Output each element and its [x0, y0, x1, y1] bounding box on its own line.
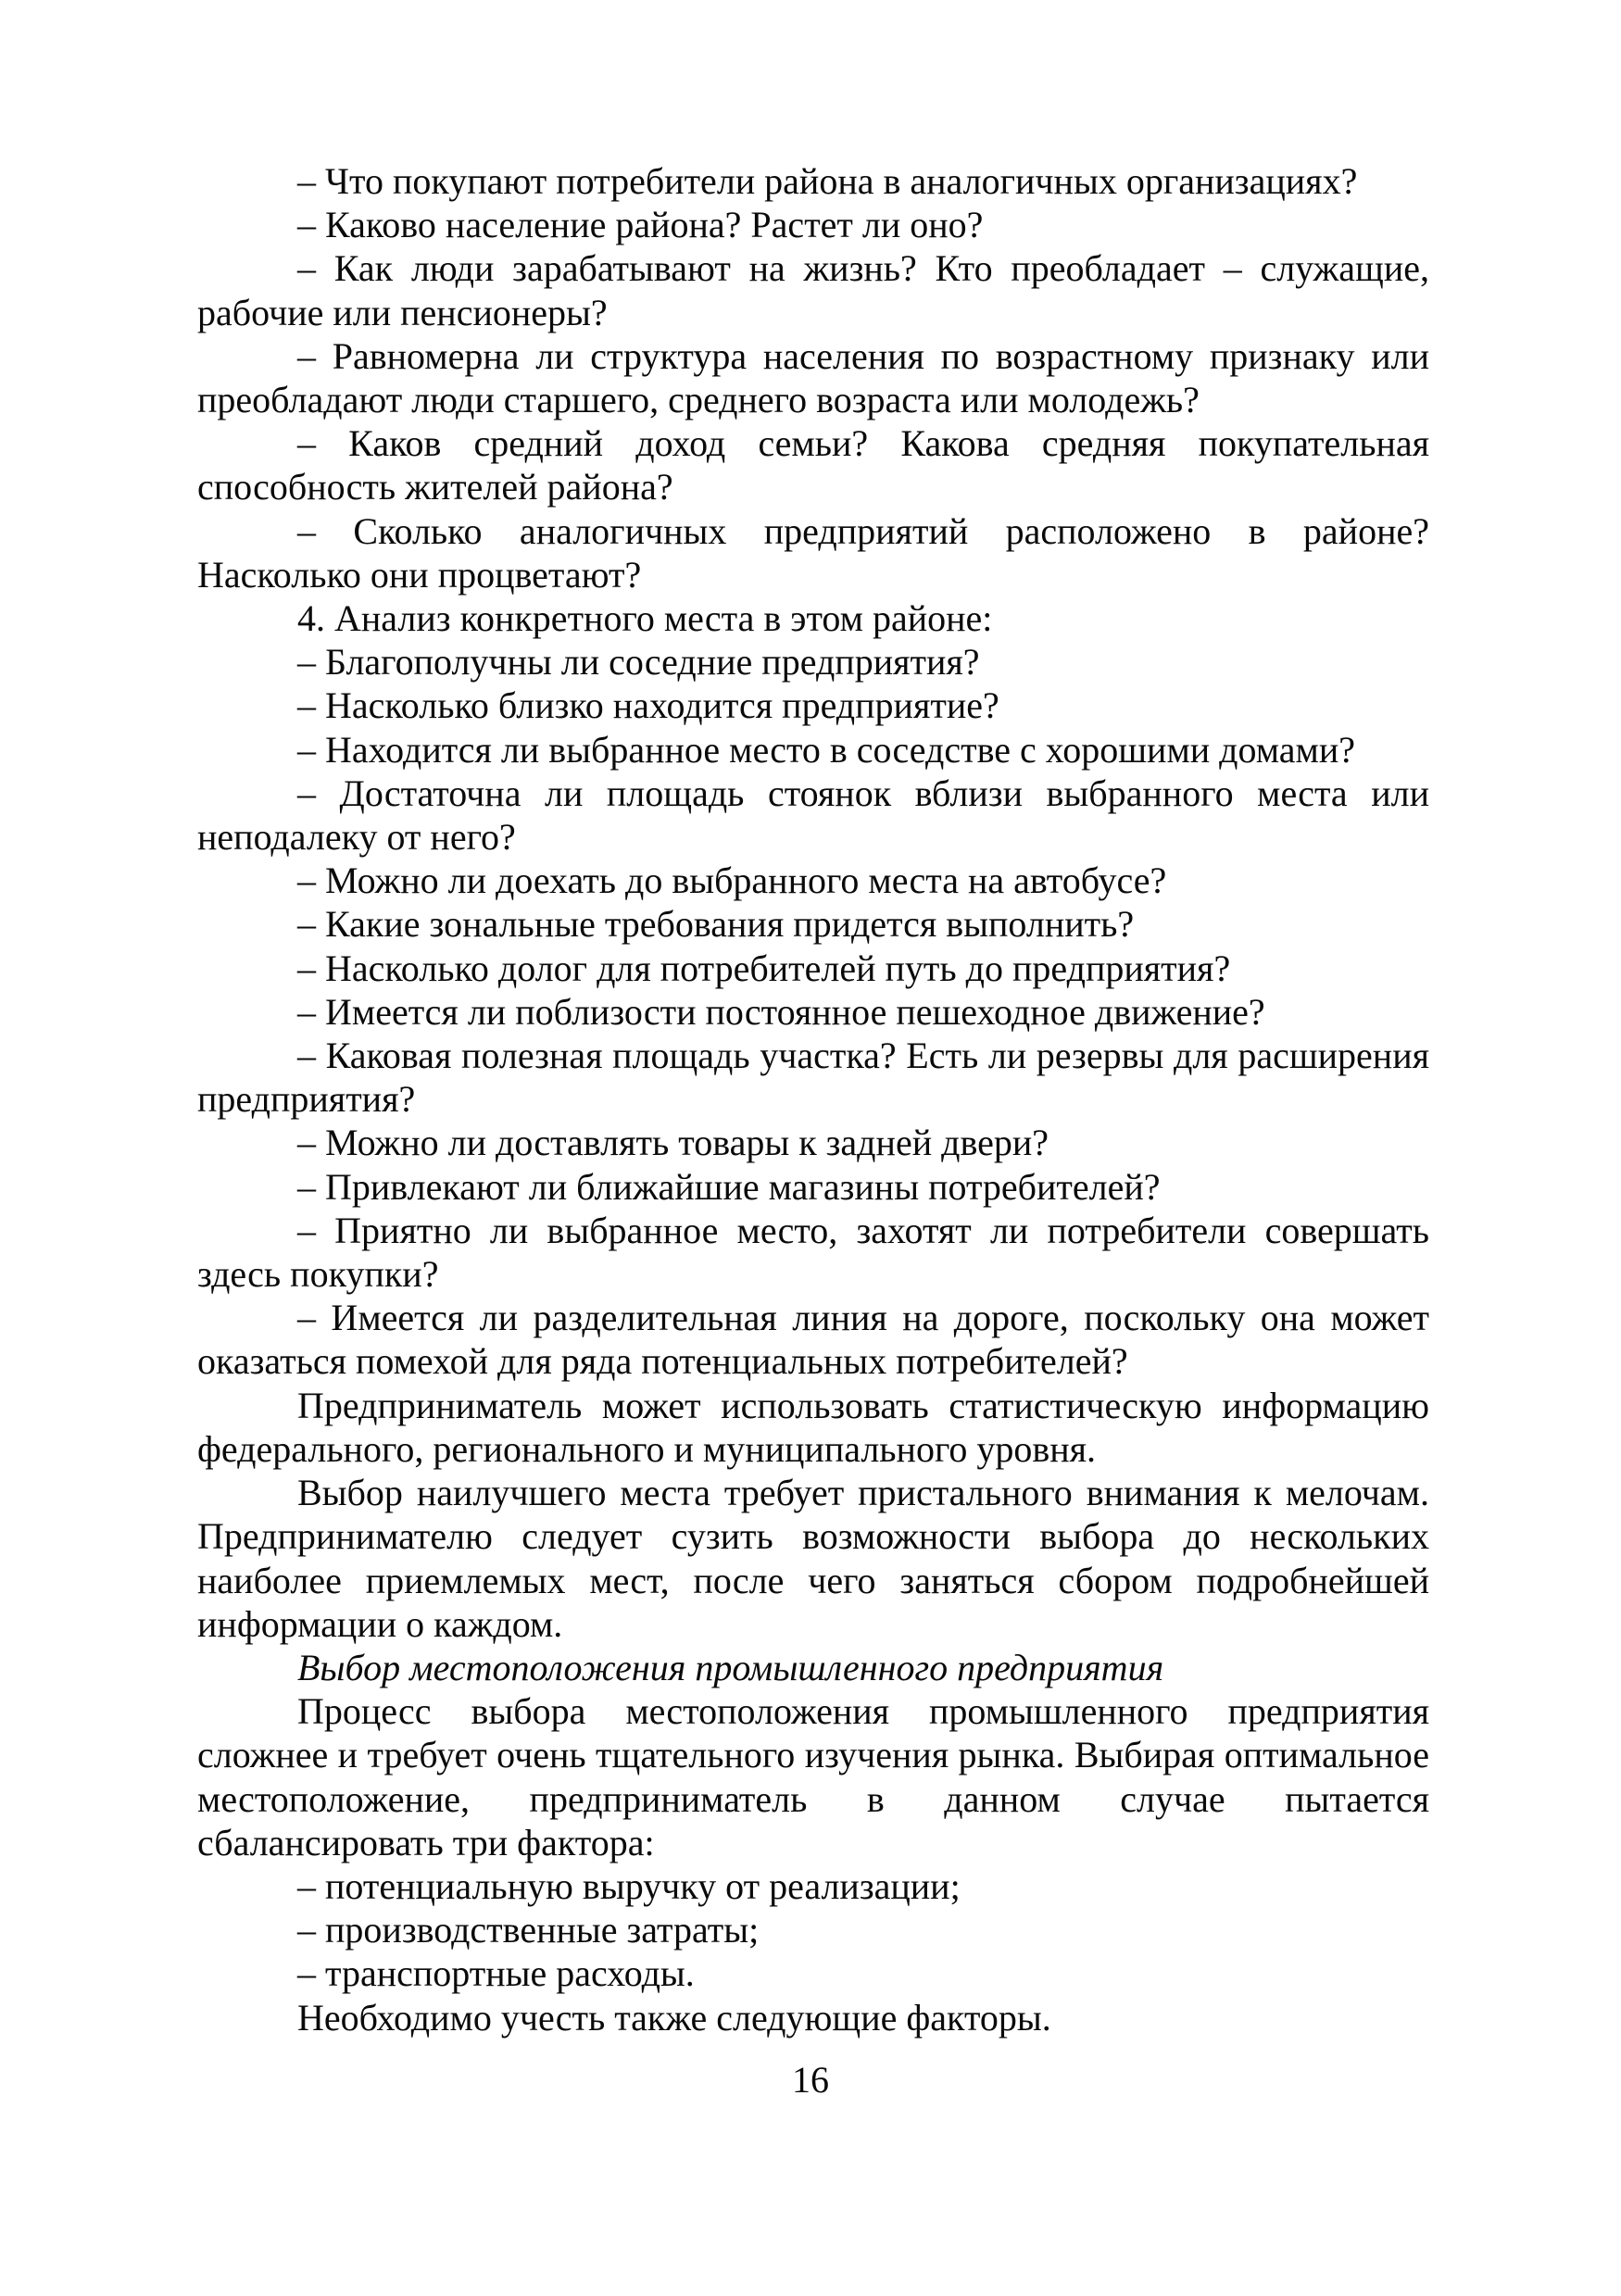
paragraph: – Насколько долог для потребителей путь до предприятия? — [297, 947, 1231, 989]
paragraph: – Имеется ли поблизости постоянное пешеходное движение? — [297, 990, 1265, 1033]
paragraph: – Приятно ли выбранное место, захотят ли потребители совершать здесь покупки? — [197, 1209, 1429, 1296]
paragraph: – Находится ли выбранное место в соседстве с хорошими домами? — [297, 728, 1356, 771]
paragraph: – транспортные расходы. — [297, 1952, 695, 1995]
paragraph: – Сколько аналогичных предприятий расположено в районе? Насколько они процветают? — [197, 509, 1429, 596]
paragraph: 4. Анализ конкретного места в этом районе: — [297, 597, 993, 640]
paragraph: – Какие зональные требования придется выполнить? — [297, 903, 1135, 946]
paragraph: – производственные затраты; — [297, 1909, 760, 1951]
paragraph: – потенциальную выручку от реализации; — [297, 1864, 961, 1907]
paragraph: – Благополучны ли соседние предприятия? — [297, 641, 980, 684]
paragraph: Выбор наилучшего места требует пристального внимания к мелочам. Предпринимателю следует сузить возможности выбора до нескольких наиболее приемлемых мест, после чего заняться сбором подробнейшей информации о каждом. — [197, 1472, 1429, 1645]
paragraph: Процесс выбора местоположения промышленного предприятия сложнее и требует очень тщательного изучения рынка. Выбирая оптимальное местоположение, предприниматель в данном случае пытается сбалансировать три фактора: — [197, 1690, 1429, 1863]
paragraph: – Достаточна ли площадь стоянок вблизи выбранного места или неподалеку от него? — [197, 772, 1429, 859]
paragraph: Предприниматель может использовать статистическую информацию федерального, регионального и муниципального уровня. — [197, 1384, 1429, 1470]
paragraph: – Можно ли доехать до выбранного места на автобусе? — [297, 859, 1167, 902]
paragraph: – Что покупают потребители района в аналогичных организациях? — [297, 160, 1358, 202]
paragraph: – Насколько близко находится предприятие? — [297, 684, 999, 727]
paragraph: – Каково население района? Растет ли оно? — [297, 204, 984, 246]
paragraph: – Привлекают ли ближайшие магазины потребителей? — [297, 1165, 1161, 1208]
paragraph: – Как люди зарабатывают на жизнь? Кто преобладает – служащие, рабочие или пенсионеры? — [197, 247, 1429, 333]
paragraph: – Каковая полезная площадь участка? Есть ли резервы для расширения предприятия? — [197, 1035, 1429, 1121]
paragraph: – Имеется ли разделительная линия на дороге, поскольку она может оказаться помехой для ряда потенциальных потребителей? — [197, 1297, 1429, 1383]
section-heading: Выбор местоположения промышленного предприятия — [297, 1646, 1164, 1688]
paragraph: Необходимо учесть также следующие факторы. — [297, 1996, 1051, 2039]
paragraph: – Можно ли доставлять товары к задней двери? — [297, 1122, 1049, 1164]
page-number: 16 — [792, 2059, 829, 2101]
page-body — [197, 159, 1429, 2039]
paragraph: – Равномерна ли структура населения по возрастному признаку или преобладают люди старшего, среднего возраста или молодежь? — [197, 334, 1429, 421]
paragraph: – Каков средний доход семьи? Какова средняя покупательная способность жителей района? — [197, 422, 1429, 508]
